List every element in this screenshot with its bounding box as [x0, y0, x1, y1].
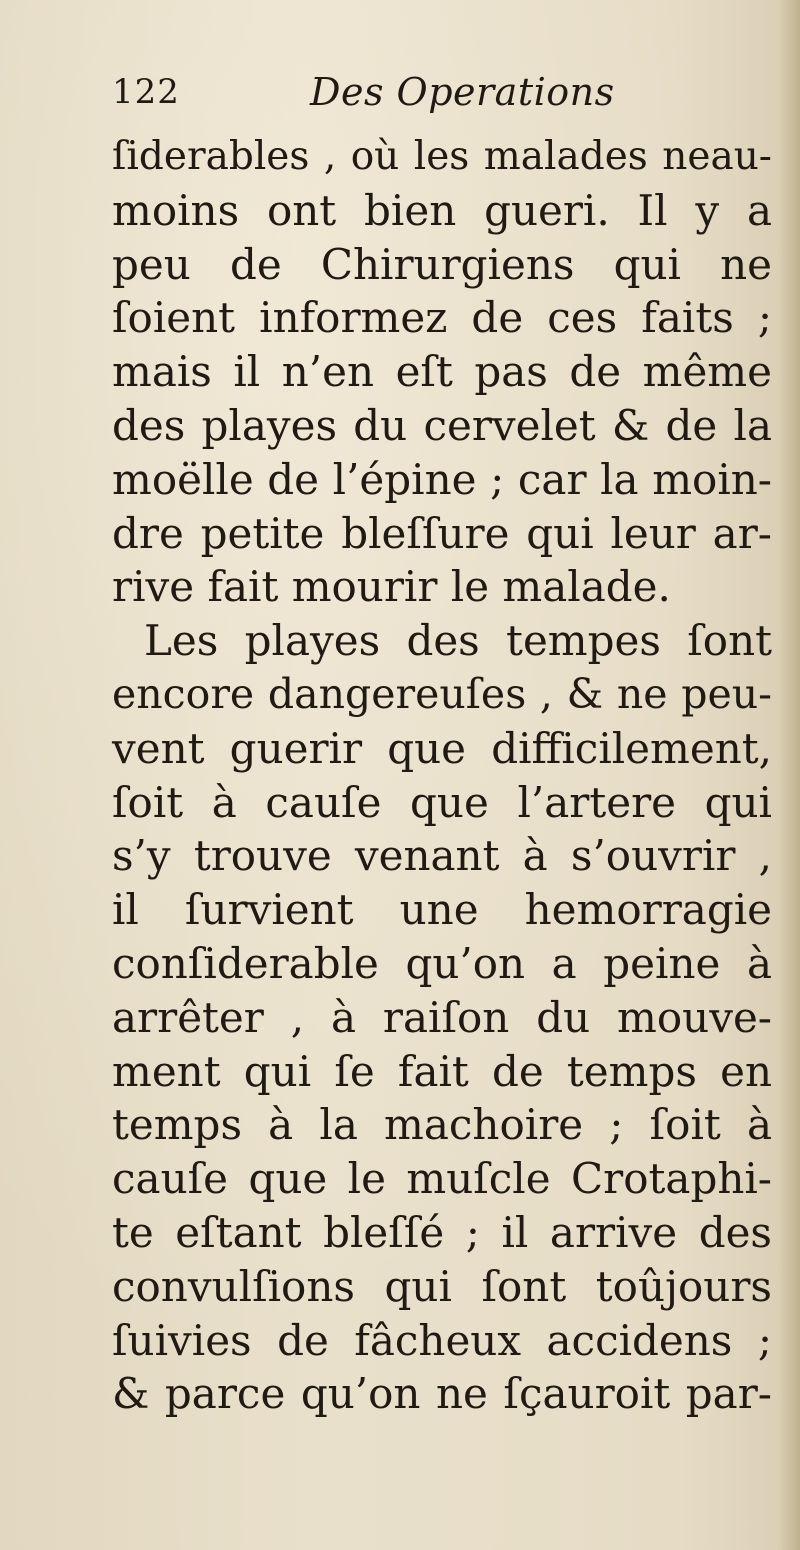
page-header — [112, 72, 672, 122]
text-line: encore dangereuſes , & ne peu- — [112, 669, 772, 718]
text-line: il ſurvient une hemorragie — [112, 885, 772, 935]
paragraph-first-line: Les playes des tempes ſont — [144, 616, 772, 666]
text-line: temps à la machoire ; ſoit à — [112, 1100, 772, 1150]
text-line: rive fait mourir le malade. — [112, 562, 671, 612]
text-line: vent guerir que difficilement, — [112, 723, 772, 773]
text-line: moëlle de l’épine ; car la moin- — [112, 454, 772, 504]
text-line: cauſe que le muſcle Crotaphi- — [112, 1154, 772, 1204]
text-line: te eſtant bleſſé ; il arrive des — [112, 1207, 772, 1257]
text-line: ment qui ſe fait de temps en — [112, 1046, 772, 1096]
running-title: Des Operations — [310, 70, 615, 114]
text-line: s’y trouve venant à s’ouvrir , — [112, 831, 772, 881]
text-line: ſoit à cauſe que l’artere qui — [112, 777, 772, 827]
text-line: des playes du cervelet & de la — [112, 400, 772, 450]
text-line: peu de Chirurgiens qui ne — [112, 239, 772, 289]
page-number: 122 — [112, 72, 180, 112]
body-text — [112, 130, 772, 1421]
text-line: ſuivies de fâcheux accidens ; — [112, 1315, 772, 1365]
page-edge-shadow — [778, 0, 800, 1550]
text-line: convulſions qui ſont toûjours — [112, 1261, 772, 1311]
text-line: ſoient informez de ces faits ; — [112, 293, 772, 343]
text-line: moins ont bien gueri. Il y a — [112, 185, 772, 235]
text-line: conſiderable qu’on a peine à — [112, 938, 772, 988]
text-line: ſiderables , où les malades neau- — [112, 134, 772, 179]
text-line: mais il n’en eſt pas de même — [112, 347, 772, 397]
text-line: & parce qu’on ne ſçauroit par- — [112, 1369, 772, 1419]
text-line: dre petite bleſſure qui leur ar- — [112, 508, 772, 558]
text-line: arrêter , à raiſon du mouve- — [112, 992, 772, 1042]
